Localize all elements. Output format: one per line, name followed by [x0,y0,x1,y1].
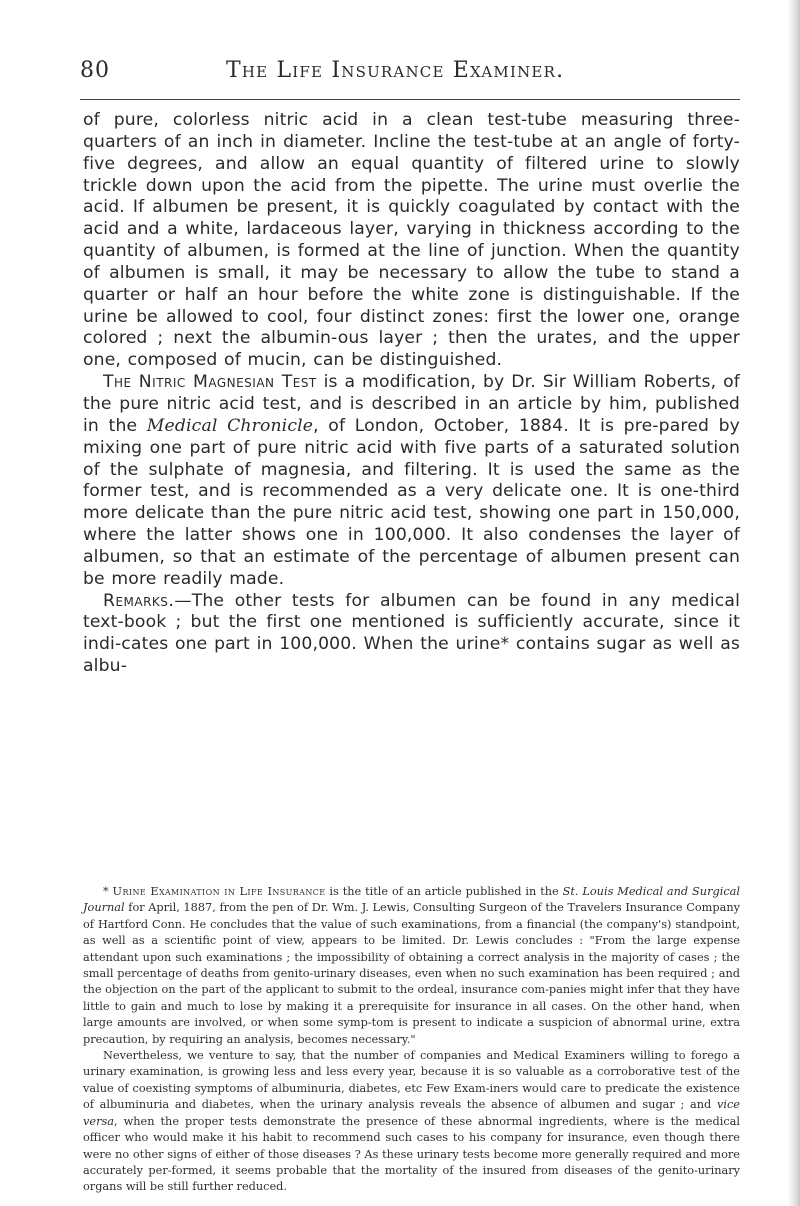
footnote-p2-text-b: , when the proper tests demonstrate the presence of these abnormal ingredients, where is the medical officer who would make it his habit to recommend such cases to his company for insurance, even though there were no other signs of either of those diseases ? As these urinary tests become more generally required and more accurately per-formed, it seems probable that the mortality of the insured from diseases of the genito-urinary organs will be still further reduced. [83,1114,740,1194]
page-edge-shadow [788,0,800,1206]
paragraph-1: of pure, colorless nitric acid in a clean test-tube measuring three-quarters of an inch in diameter. Incline the test-tube at an angle of forty-five degrees, and allow an equal quantity of filtered urine to slowly trickle down upon the acid from the pipette. The urine must overlie the acid. If albumen be present, it is quickly coagulated by contact with the acid and a white, lardaceous layer, varying in thickness according to the quantity of albumen, is formed at the line of junction. When the quantity of albumen is small, it may be necessary to allow the tube to stand a quarter or half an hour before the white zone is distinguishable. If the urine be allowed to cool, four distinct zones: first the lower one, orange colored ; next the albumin-ous layer ; then the urates, and the upper one, composed of mucin, can be distinguished. [83,110,740,371]
footnote-paragraph-2 [83,1048,740,1196]
main-text [83,110,740,678]
footnote-block [83,884,740,1196]
footnote-text-b: for April, 1887, from the pen of Dr. Wm. J. Lewis, Consulting Surgeon of the Travelers Insurance Company of Hartford Conn. He concludes that the value of such examinations, from a financial (the company's) standpoint, as well as a scientific point of view, appears to be limited. Dr. Lewis concludes : "From the large expense attendant upon such examinations ; the impossibility of obtaining a correct analysis in the majority of cases ; the small percentage of deaths from genito-urinary diseases, even when no such examination has been required ; and the objection on the part of the applicant to submit to the ordeal, insurance com-panies might infer that they have little to gain and much to lose by making it a prerequisite for insurance in all cases. On the other hand, when large amounts are involved, or when some symp-tom is present to indicate a suspicion of abnormal urine, extra precaution, by requiring an analysis, becomes necessary." [83,901,740,1046]
paragraph-2-text-a: is a modification, by Dr. Sir William Roberts, of the pure nitric acid test, and is described in an article by him, published in the [83,372,740,436]
paragraph-3-text-b: contains sugar as well as albu- [83,634,741,677]
running-title: The Life Insurance Examiner. [226,58,565,83]
paragraph-2-text-b: , of London, October, 1884. It is pre-pared by mixing one part of pure nitric acid with five parts of a saturated solution of the sulphate of magnesia, and filtering. It is used the same as the former test, and is recommended as a very delicate one. It is one-third more delicate than the pure nitric acid test, showing one part in 150,000, where the latter shows one in 100,000. It also condenses the layer of albumen, so that an estimate of the percentage of albumen present can be more readily made. [83,415,740,589]
paragraph-2 [83,372,740,590]
footnote-paragraph-1 [83,884,740,1048]
footnote-marker: * [500,634,510,655]
page-number: 80 [80,58,110,83]
footnote-vice-versa: vice versa [83,1098,740,1128]
remarks-heading: Remarks. [103,590,175,611]
paragraph-3 [83,591,740,678]
footnote-article-title: Urine Examination in Life Insurance [112,885,326,898]
page-header [80,58,740,94]
header-rule [80,99,740,100]
footnote-star: * [103,885,113,898]
paragraph-3-text-a: —The other tests for albumen can be found in any medical text-book ; but the first one mentioned is sufficiently accurate, since it indi-cates one part in 100,000. When the urine [83,590,740,655]
footnote-journal-title: St. Louis Medical and Surgical Journal [83,885,740,915]
footnote-p2-text-a: Nevertheless, we venture to say, that the number of companies and Medical Examiners willing to forego a urinary examination, is growing less and less every year, because it is so valuable as a corroborative test of the value of coexisting symptoms of albuminuria, diabetes, etc Few Exam-iners would care to predicate the existence of albuminuria and diabetes, when the urinary analysis reveals the absence of albumen and sugar ; and [83,1049,740,1112]
nitric-magnesian-heading: The Nitric Magnesian Test [103,372,317,393]
footnote-text-a: is the title of an article published in the [325,885,563,898]
journal-title: Medical Chronicle [146,415,314,436]
